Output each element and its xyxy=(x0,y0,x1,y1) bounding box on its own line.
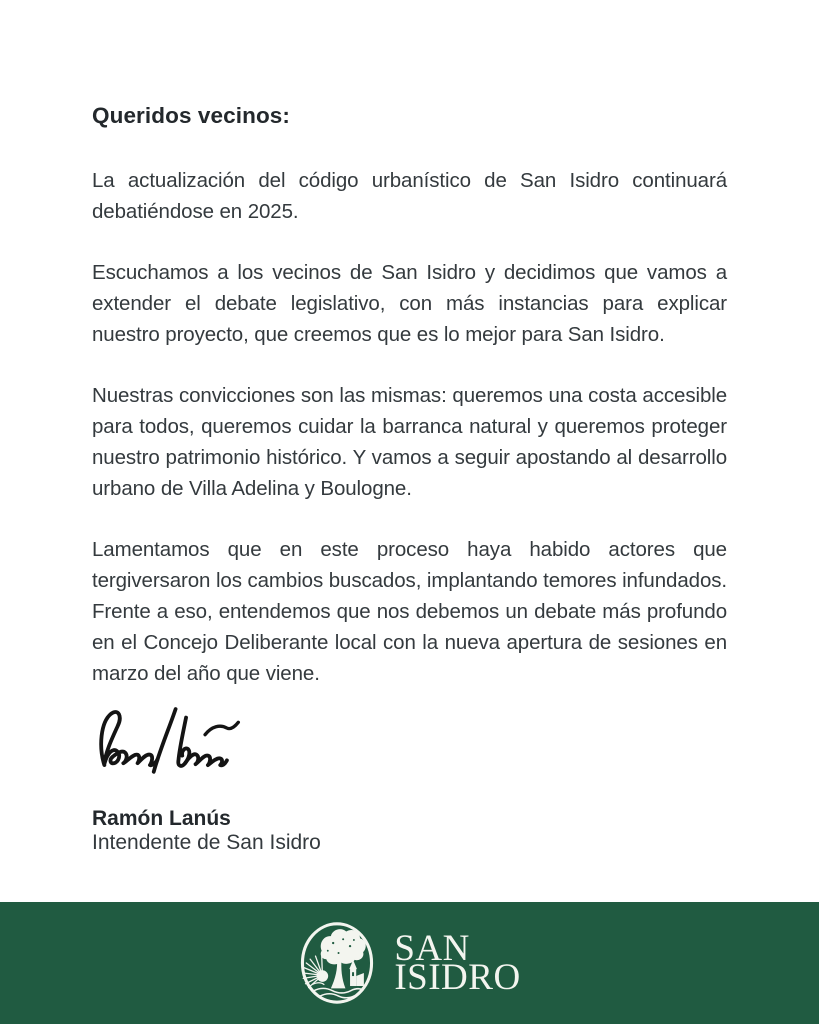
footer-brand-bar xyxy=(0,902,819,1024)
brand-wordmark-line1: SAN xyxy=(394,927,470,969)
letter-paragraph: La actualización del código urbanístico de San Isidro continuará debatiéndose en 2025. xyxy=(92,169,727,223)
san-isidro-seal-icon xyxy=(298,920,376,1006)
brand-wordmark xyxy=(394,927,521,998)
letter-paragraph: Nuestras convicciones son las mismas: queremos una costa accesible para todos, queremos cuidar la barranca natural y queremos proteger nuestro patrimonio histórico. Y vamos a seguir apostando al desarrollo urbano de Villa Adelina y Boulogne. xyxy=(92,384,727,500)
letter-paragraph: Escuchamos a los vecinos de San Isidro y decidimos que vamos a extender el debate legislativo, con más instancias para explicar nuestro proyecto, que creemos que es lo mejor para San Isidro. xyxy=(92,261,727,346)
letter-paragraph: Lamentamos que en este proceso haya habido actores que tergiversaron los cambios buscados, implantando temores infundados. Frente a eso, entendemos que nos debemos un debate más profundo en el Concejo Deliberante local con la nueva apertura de sesiones en marzo del año que viene. xyxy=(92,538,727,685)
letter-body xyxy=(92,103,727,855)
brand-wordmark-line2: ISIDRO xyxy=(394,957,521,998)
handwritten-signature-icon xyxy=(92,705,244,791)
signer-name: Ramón Lanús xyxy=(92,807,231,830)
signer-title: Intendente de San Isidro xyxy=(92,831,321,854)
salutation: Queridos vecinos: xyxy=(92,103,291,128)
